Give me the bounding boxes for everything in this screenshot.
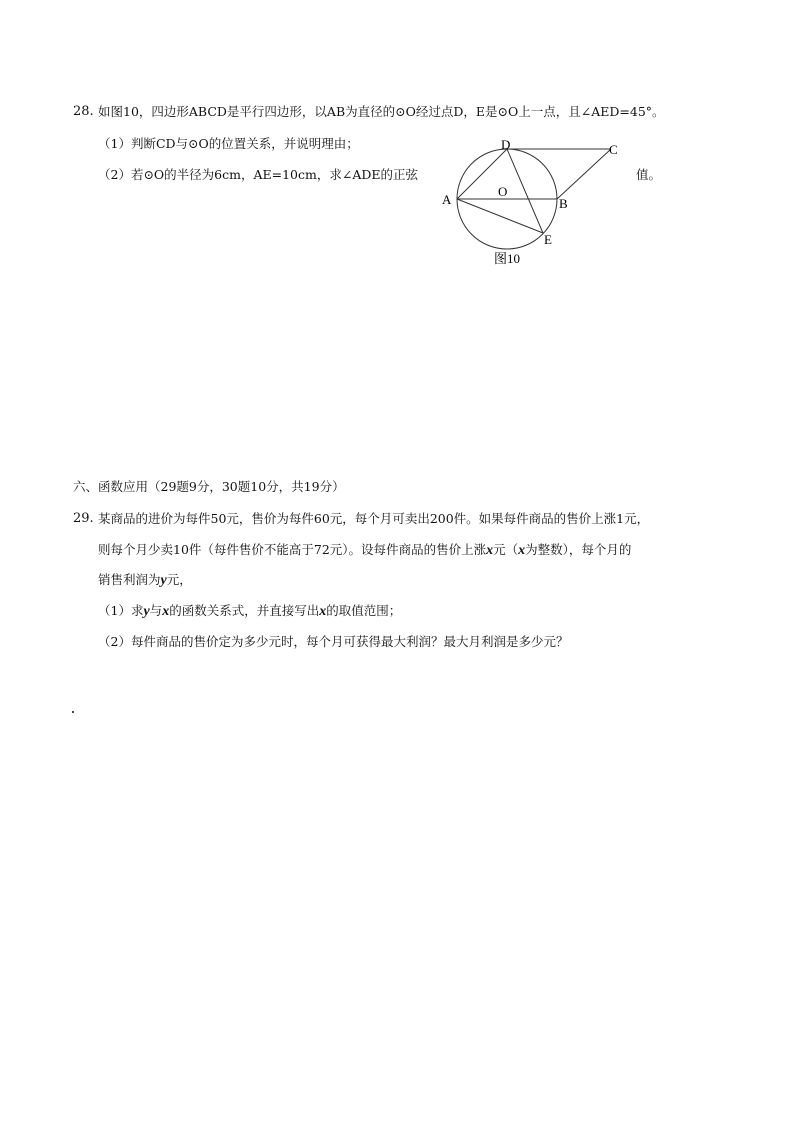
label-e: E [544,232,552,247]
var-y: y [143,604,150,619]
q29-part2: （2）每件商品的售价定为多少元时，每个月可获得最大利润？最大月利润是多少元？ [98,634,569,649]
var-y: y [160,573,167,588]
figure-caption: 图10 [494,251,521,266]
q29-part1 [98,603,401,620]
var-x: x [319,604,327,619]
q29-line3 [98,572,192,589]
q29-line2 [98,542,631,559]
q29-part1-a: （1）求 [98,603,144,618]
var-x: x [518,543,526,558]
q29-number: 29. [73,511,94,526]
q28-stem: 如图10，四边形ABCD是平行四边形，以AB为直径的⊙O经过点D，E是⊙O上一点，且∠AED=45°。 [98,104,665,119]
q28-part2-end: 值。 [636,167,662,182]
q29-part1-c: 的函数关系式，并直接写出 [169,603,320,618]
q29-line1: 某商品的进价为每件50元，售价为每件60元，每个月可卖出200件。如果每件商品的售价上涨1元， [98,511,650,526]
q29-part1-b: 与 [149,603,163,618]
segment-bc [557,149,611,199]
q29-part1-d: 的取值范围； [326,603,402,618]
label-b: B [559,196,568,211]
label-c: C [609,142,618,157]
q29-line2-c: 为整数），每个月的 [525,542,632,557]
var-x: x [486,543,494,558]
figure-10 [436,132,636,272]
q29-line2-b: 元（ [493,542,519,557]
q29-line2-a: 则每个月少卖10件（每件售价不能高于72元）。设每件商品的售价上涨 [98,542,487,557]
label-o: O [498,184,508,199]
q29-line3-b: 元， [166,572,192,587]
var-x: x [162,604,170,619]
q29-line3-a: 销售利润为 [98,572,161,587]
section-six-heading: 六、函数应用（29题9分，30题10分，共19分） [73,479,345,494]
label-d: D [501,137,511,152]
q28-part2-start: （2）若⊙O的半径为6cm，AE=10cm，求∠ADE的正弦 [98,167,419,182]
label-a: A [442,192,452,207]
q28-number: 28. [73,104,94,119]
stray-dot [72,711,74,713]
q28-part1: （1）判断CD与⊙O的位置关系，并说明理由； [98,136,359,151]
